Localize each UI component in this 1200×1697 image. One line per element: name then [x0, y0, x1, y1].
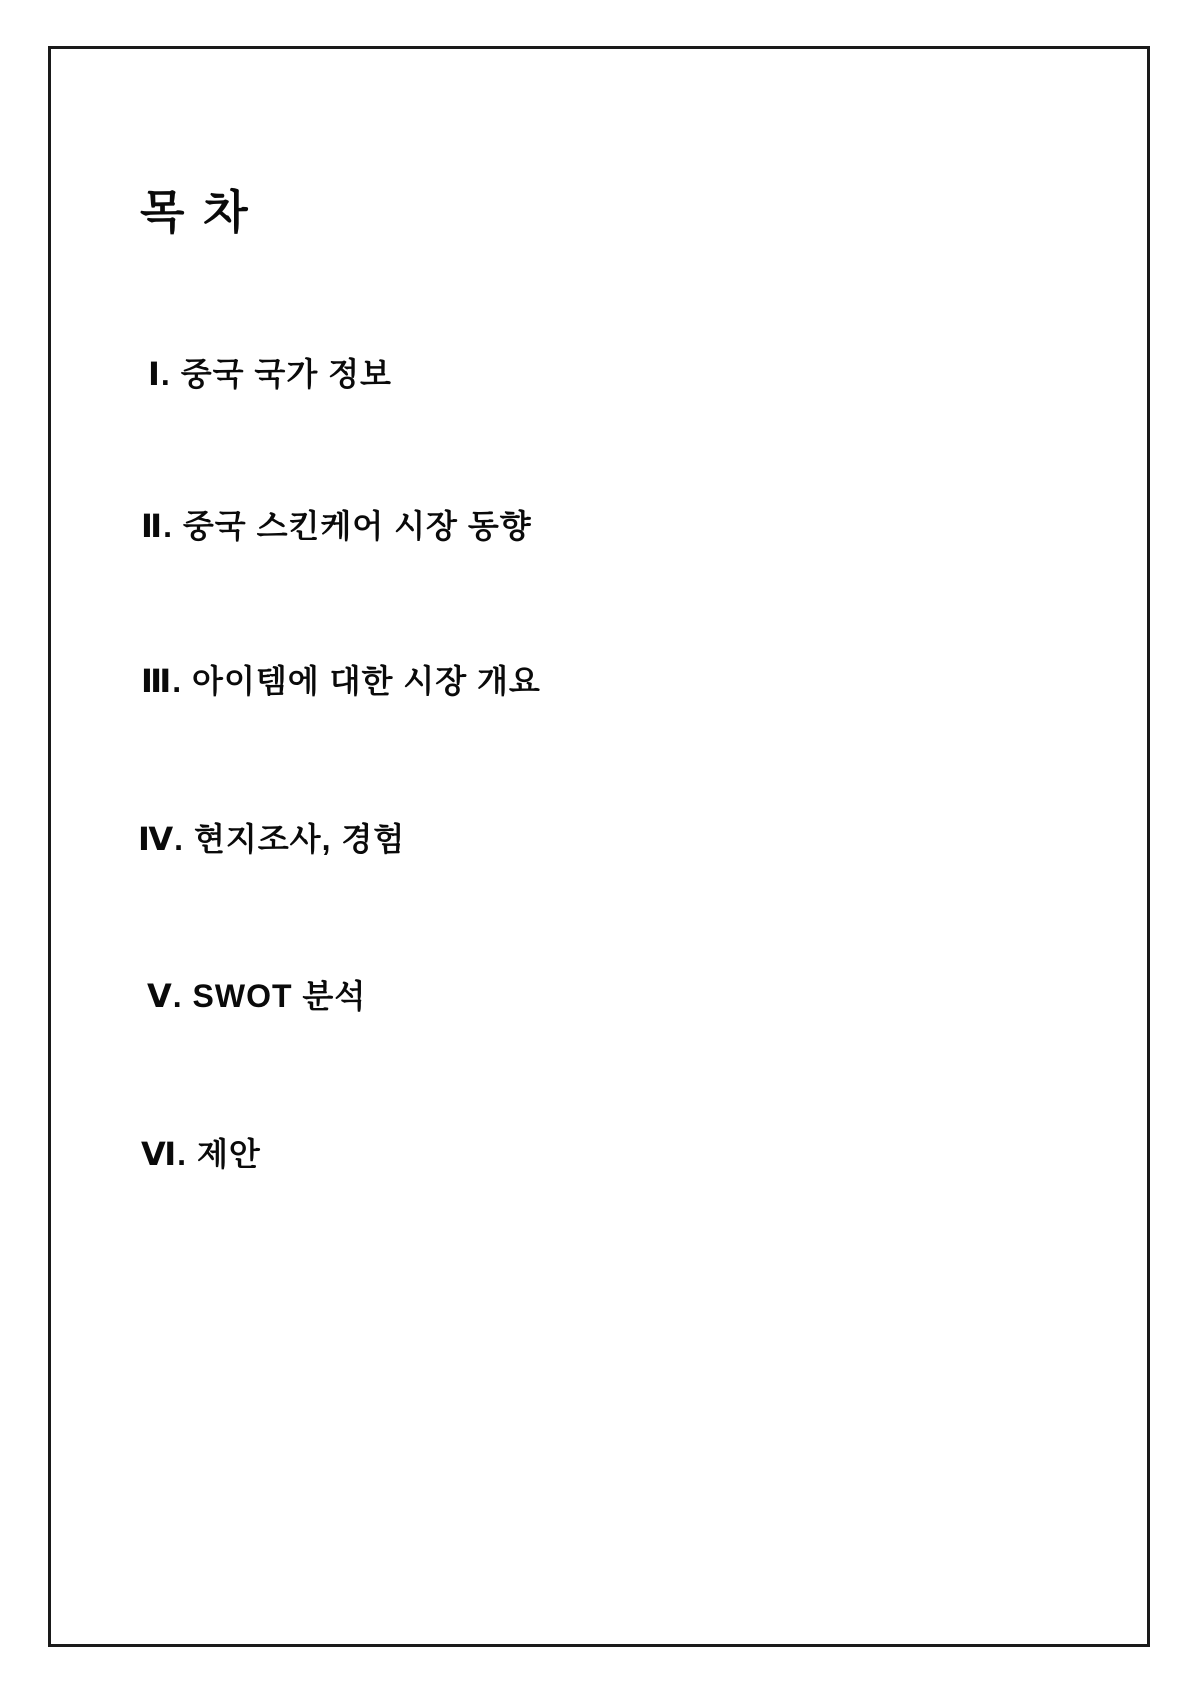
toc-item-3: Ⅲ. 아이템에 대한 시장 개요 [141, 663, 541, 699]
page-title: 목 차 [140, 186, 251, 238]
toc-item-6: Ⅵ. 제안 [141, 1136, 261, 1172]
toc-item-2: Ⅱ. 중국 스킨케어 시장 동향 [141, 508, 532, 544]
toc-item-5: Ⅴ. SWOT 분석 [147, 978, 367, 1014]
toc-item-4: Ⅳ. 현지조사, 경험 [138, 821, 406, 857]
toc-item-1: Ⅰ. 중국 국가 정보 [148, 356, 392, 392]
